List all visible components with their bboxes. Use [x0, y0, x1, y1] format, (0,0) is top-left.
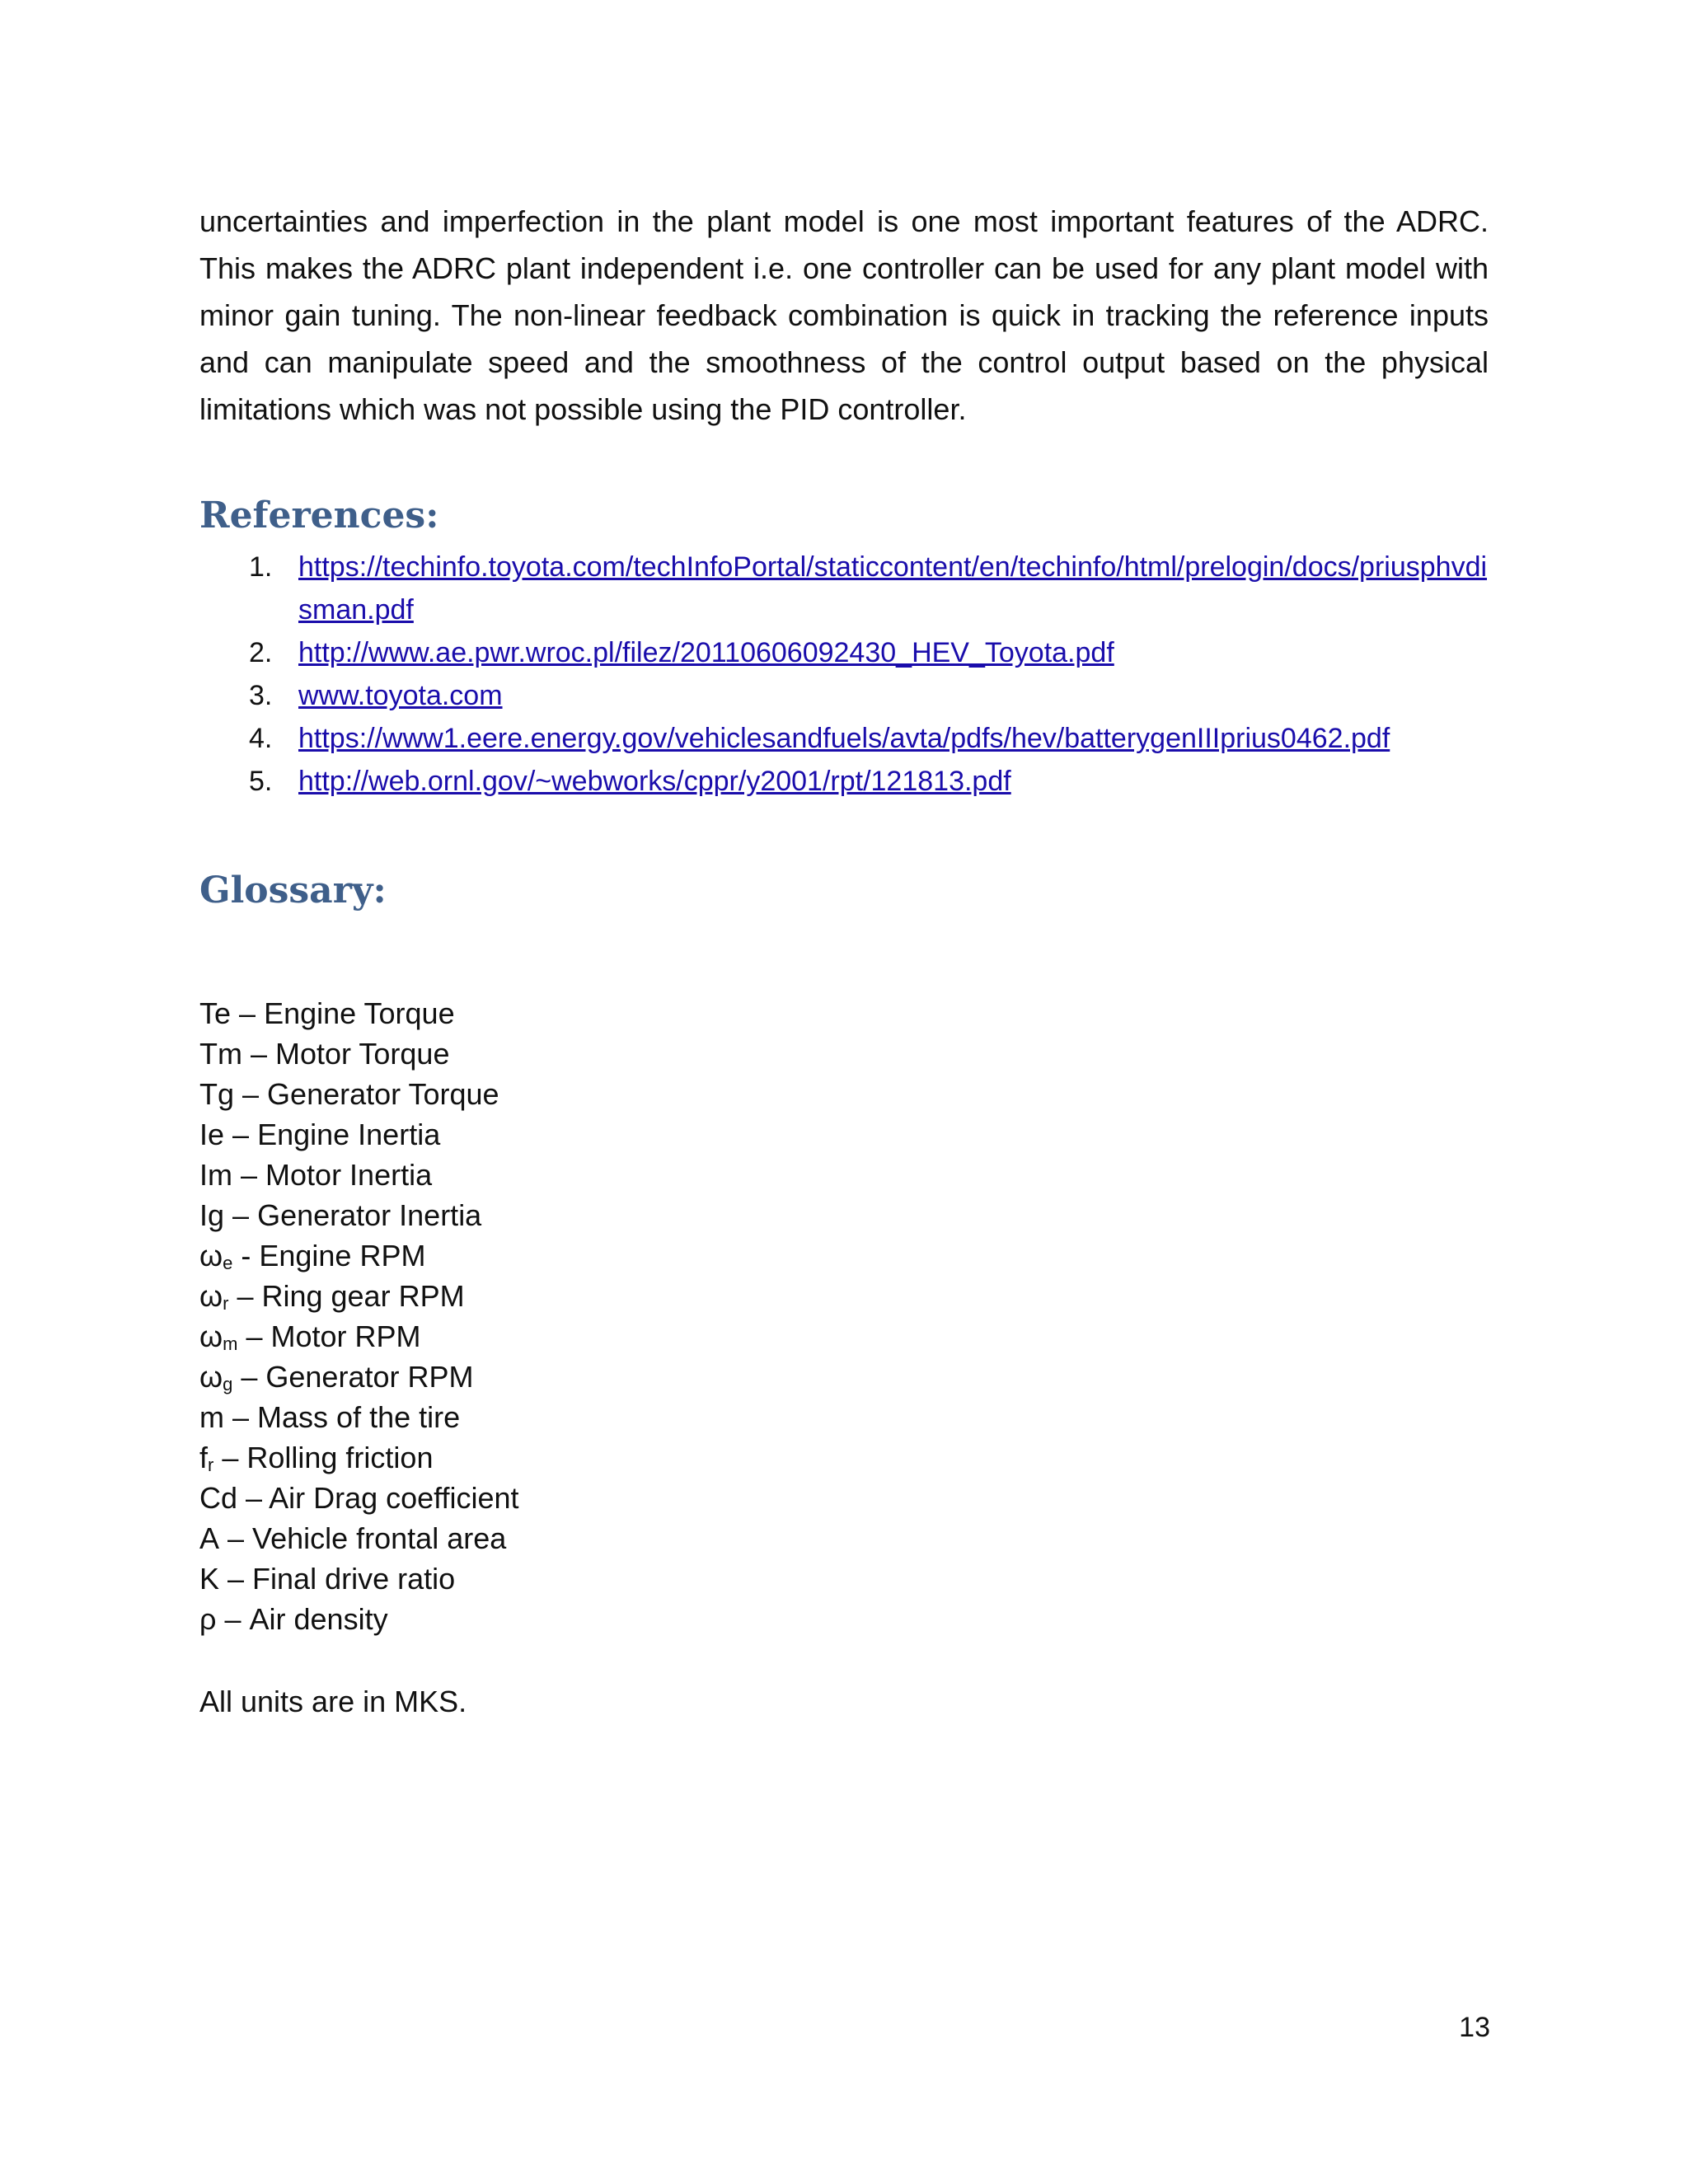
glossary-definition: Air Drag coefficient: [269, 1481, 519, 1515]
glossary-item: [199, 1235, 519, 1276]
glossary-list: [199, 993, 519, 1639]
glossary-separator: –: [231, 996, 265, 1030]
glossary-definition: Ring gear RPM: [261, 1279, 465, 1313]
glossary-item: [199, 1478, 519, 1518]
reference-link[interactable]: www.toyota.com: [298, 680, 503, 711]
glossary-definition: Motor Inertia: [265, 1158, 433, 1192]
reference-number: 5.: [249, 766, 273, 797]
reference-link[interactable]: http://www.ae.pwr.wroc.pl/filez/20110606092430_HEV_Toyota.pdf: [298, 637, 1114, 668]
reference-item: [199, 546, 1489, 631]
glossary-subscript: g: [223, 1374, 233, 1394]
reference-number: 4.: [249, 723, 273, 754]
units-note: All units are in MKS.: [199, 1685, 467, 1718]
references-heading: References:: [199, 494, 439, 537]
glossary-separator: –: [219, 1562, 253, 1596]
glossary-separator: –: [216, 1602, 250, 1636]
glossary-item: [199, 1397, 519, 1437]
glossary-item: [199, 1316, 519, 1357]
glossary-item: [199, 1195, 519, 1235]
glossary-symbol: Im: [199, 1158, 232, 1192]
glossary-item: [199, 1357, 519, 1397]
glossary-symbol: Ig: [199, 1198, 225, 1232]
glossary-subscript: e: [223, 1253, 233, 1273]
glossary-separator: –: [234, 1077, 268, 1111]
glossary-symbol: Tm: [199, 1037, 242, 1071]
glossary-separator: –: [232, 1158, 266, 1192]
glossary-item: [199, 1276, 519, 1316]
glossary-item: [199, 1033, 519, 1074]
glossary-separator: –: [237, 1319, 271, 1353]
glossary-subscript: m: [223, 1333, 238, 1354]
reference-link[interactable]: https://techinfo.toyota.com/techInfoPortal/staticcontent/en/techinfo/html/prelogin/docs/priusphvdisman.pdf: [298, 551, 1488, 626]
glossary-definition: Final drive ratio: [252, 1562, 456, 1596]
glossary-separator: –: [241, 1037, 276, 1071]
glossary-symbol: Tg: [199, 1077, 235, 1111]
glossary-separator: –: [224, 1198, 258, 1232]
reference-link[interactable]: https://www1.eere.energy.gov/vehiclesandfuels/avta/pdfs/hev/batterygenIIIprius0462.pdf: [298, 723, 1390, 754]
reference-item: [199, 674, 1489, 717]
glossary-item: [199, 1155, 519, 1195]
glossary-definition: Engine RPM: [259, 1239, 426, 1272]
glossary-symbol: Te: [199, 996, 232, 1030]
intro-paragraph: uncertainties and imperfection in the plant model is one most important features of the ADRC. This makes the ADRC plant independent i.e. one controller can be used for any plant model with minor gain tuning. The non-linear feedback combination is quick in tracking the reference inputs and can manipulate speed and the smoothness of the control output based on the physical limitations which was not possible using the PID controller.: [199, 204, 1489, 426]
glossary-definition: Generator Torque: [267, 1077, 499, 1111]
intro-section: [199, 198, 1489, 433]
glossary-definition: Motor Torque: [275, 1037, 450, 1071]
glossary-definition: Engine Inertia: [257, 1118, 441, 1151]
glossary-symbol: Ie: [199, 1118, 225, 1151]
page-number: 13: [1459, 2012, 1490, 2043]
glossary-separator: –: [213, 1441, 247, 1474]
glossary-definition: Air density: [249, 1602, 388, 1636]
glossary-definition: Engine Torque: [264, 996, 455, 1030]
glossary-separator: –: [224, 1400, 258, 1434]
reference-item: [199, 717, 1489, 760]
glossary-item: [199, 1074, 519, 1114]
reference-item: [199, 631, 1489, 674]
glossary-symbol: ω: [199, 1319, 223, 1353]
glossary-symbol: ρ: [199, 1602, 217, 1636]
glossary-definition: Mass of the tire: [257, 1400, 461, 1434]
glossary-subscript: r: [223, 1293, 229, 1314]
glossary-definition: Rolling friction: [246, 1441, 434, 1474]
glossary-subscript: r: [208, 1455, 214, 1475]
glossary-symbol: f: [199, 1441, 209, 1474]
glossary-item: [199, 1437, 519, 1478]
glossary-item: [199, 993, 519, 1033]
glossary-symbol: ω: [199, 1239, 223, 1272]
glossary-symbol: ω: [199, 1279, 223, 1313]
glossary-separator: –: [237, 1481, 270, 1515]
glossary-symbol: A: [199, 1521, 220, 1555]
glossary-item: [199, 1114, 519, 1155]
reference-number: 1.: [249, 551, 273, 583]
glossary-symbol: m: [199, 1400, 224, 1434]
reference-number: 2.: [249, 637, 273, 668]
glossary-heading: Glossary:: [199, 869, 387, 912]
glossary-definition: Generator Inertia: [257, 1198, 482, 1232]
reference-item: [199, 760, 1489, 803]
glossary-separator: -: [232, 1239, 260, 1272]
glossary-item: [199, 1599, 519, 1639]
glossary-symbol: Cd: [199, 1481, 238, 1515]
glossary-symbol: K: [199, 1562, 220, 1596]
reference-number: 3.: [249, 680, 273, 711]
glossary-item: [199, 1558, 519, 1599]
glossary-separator: –: [228, 1279, 262, 1313]
glossary-definition: Vehicle frontal area: [252, 1521, 507, 1555]
glossary-definition: Motor RPM: [270, 1319, 421, 1353]
glossary-symbol: ω: [199, 1360, 223, 1394]
glossary-item: [199, 1518, 519, 1558]
glossary-definition: Generator RPM: [265, 1360, 474, 1394]
references-list: [199, 546, 1489, 803]
glossary-separator: –: [232, 1360, 266, 1394]
glossary-separator: –: [224, 1118, 258, 1151]
glossary-separator: –: [219, 1521, 253, 1555]
reference-link[interactable]: http://web.ornl.gov/~webworks/cppr/y2001/rpt/121813.pdf: [298, 766, 1011, 797]
